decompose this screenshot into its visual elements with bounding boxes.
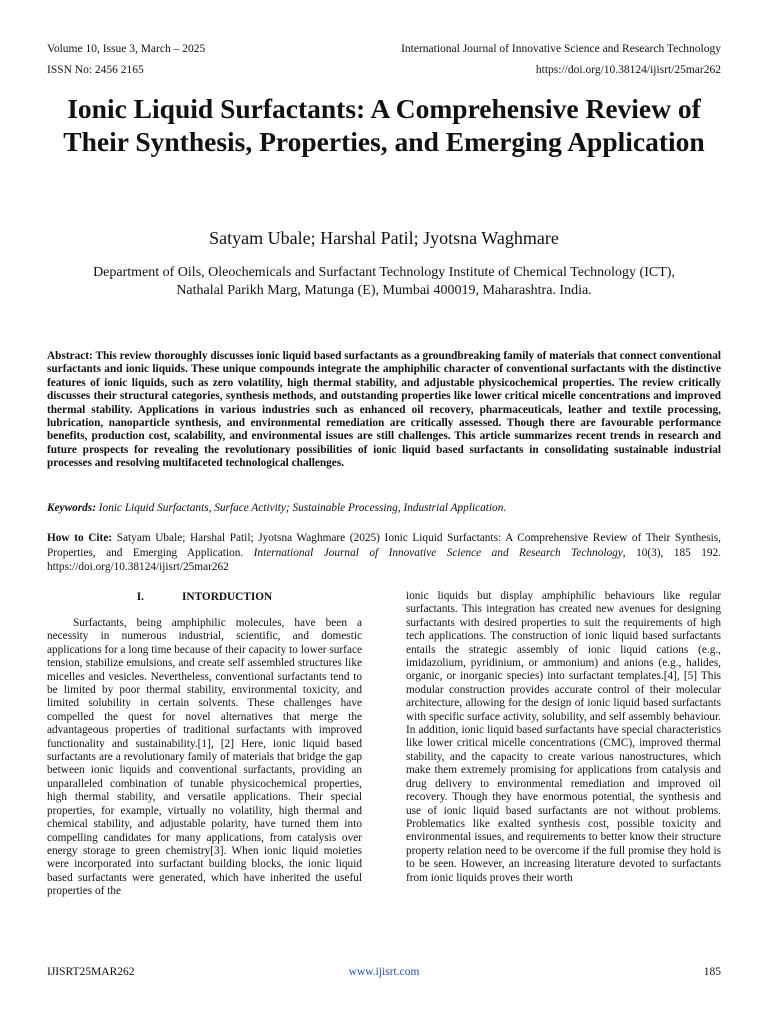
keywords-text: Ionic Liquid Surfactants, Surface Activity; Sustainable Processing, Industrial Application. — [98, 502, 507, 514]
keywords-label: Keywords: — [47, 502, 96, 514]
journal-name: International Journal of Innovative Science and Research Technology — [401, 43, 721, 55]
footer-website-link[interactable]: www.ijisrt.com — [348, 966, 420, 978]
abstract — [47, 350, 721, 471]
authors: Satyam Ubale; Harshal Patil; Jyotsna Waghmare — [209, 228, 559, 248]
affiliation-line-2: Nathalal Parikh Marg, Matunga (E), Mumbai 400019, Maharashtra. India. — [176, 283, 592, 298]
citation-rest: , 10(3), 185 192. https://doi.org/10.38124/ijisrt/25mar262 — [47, 546, 721, 573]
page-number: 185 — [703, 966, 721, 978]
left-column — [47, 590, 362, 899]
right-column — [406, 590, 721, 885]
citation-authors: Satyam Ubale; Harshal Patil; Jyotsna Waghmare (2025) Ionic Liquid Surfactants: A Comprehensive Review of Their Synthesis, Properties, and Emerging Application. — [47, 532, 721, 559]
citation-journal: International Journal of Innovative Science and Research Technology — [253, 546, 623, 559]
affiliation — [47, 264, 721, 300]
keywords — [47, 502, 721, 515]
section-number: I. — [136, 591, 145, 603]
issn: ISSN No: 2456 2165 — [47, 64, 144, 76]
paper-title: Ionic Liquid Surfactants: A Comprehensive Review of Their Synthesis, Properties, and Emerging Application — [63, 93, 705, 157]
volume-info: Volume 10, Issue 3, March – 2025 — [47, 43, 206, 55]
how-to-cite-label: How to Cite: — [47, 532, 113, 544]
how-to-cite — [47, 531, 721, 575]
affiliation-line-1: Department of Oils, Oleochemicals and Surfactant Technology Institute of Chemical Technology (ICT), — [93, 265, 675, 280]
page-footer — [47, 966, 721, 980]
doi-link[interactable]: https://doi.org/10.38124/ijisrt/25mar262 — [535, 64, 721, 76]
footer-article-id: IJISRT25MAR262 — [47, 966, 135, 978]
section-heading — [47, 590, 362, 604]
intro-paragraph-right: ionic liquids but display amphiphilic behaviours like regular surfactants. This integration has created new avenues for designing surfactants with desired properties to suit the requirements of high tech applications. The construction of ionic liquid based surfactants entails the strategic assembly of ionic liquid cations (e.g., imidazolium, pyridinium, or ammonium) and anions (e.g., halides, organic, or inorganic species) into surfactant templates.[4], [5] This modular construction provides accurate control of their molecular architecture, allowing for the design of ionic liquid based surfactants with specific surface activity, solubility, and self assembly behaviour. In addition, ionic liquid based surfactants have special characteristics like lower critical micelle concentrations (CMC), improved thermal stability, and the capacity to create various nanostructures, which make them extremely promising for applications from catalysis and drug delivery to environmental remediation and improved oil recovery. Though they have enormous potential, the synthesis and use of ionic liquid based surfactants are not without problems. Problematics like exalted synthesis cost, possible toxicity and environmental issues, and requirements to better know their structure property relation need to be overcome if the full promise they hold is to be seen. However, an increasing literature devoted to surfactants from ionic liquids proves their worth — [406, 590, 721, 884]
abstract-text: This review thoroughly discusses ionic liquid based surfactants as a groundbreaking family of materials that connect conventional surfactants and ionic liquids. These unique compounds integrate the amphiphilic character of conventional surfactants with the distinctive features of ionic liquids, such as zero volatility, high thermal stability, and adjustable physicochemical properties. The review critically discusses their structural categories, synthesis methods, and outstanding properties like lower critical micelle concentrations and improved thermal stability. Applications in various industries such as enhanced oil recovery, pharmaceuticals, leather and textile processing, lubrication, nanoparticle synthesis, and environmental remediation are critically assessed. Though there are favourable performance benefits, production cost, scalability, and environmental issues are still challenges. This article summarizes recent trends in research and future prospects for revealing the revolutionary possibilities of ionic liquid based surfactants in consolidating sustainable industrial processes and resolving multifaceted technological challenges. — [47, 350, 721, 470]
abstract-label: Abstract: — [47, 350, 93, 362]
intro-paragraph-left: Surfactants, being amphiphilic molecules, have been a necessity in numerous industrial, scientific, and domestic applications for a long time because of their capacity to lower surface tension, stabilize emulsions, and create self assembled structures like micelles and vesicles. Nevertheless, conventional surfactants tend to be limited by poor thermal stability, environmental toxicity, and limited solubility in certain solvents. These challenges have compelled the quest for novel alternatives that merge the advantageous properties of traditional surfactants with improved functionality and sustainability.[1], [2] Here, ionic liquid based surfactants are a revolutionary family of materials that bridge the gap between ionic liquids and conventional surfactants, providing an unparalleled combination of tunable physicochemical properties, high thermal stability, and versatile applications. Their special properties, for example, virtually no volatility, high thermal and chemical stability, and adjustable polarity, have turned them into compelling candidates for many applications, from catalysis over energy storage to green chemistry[3]. When ionic liquid moieties were incorporated into surfactant building blocks, the ionic liquid based surfactants were generated, which have inherited the useful properties of the — [47, 617, 362, 898]
section-title: INTORDUCTION — [182, 591, 273, 603]
